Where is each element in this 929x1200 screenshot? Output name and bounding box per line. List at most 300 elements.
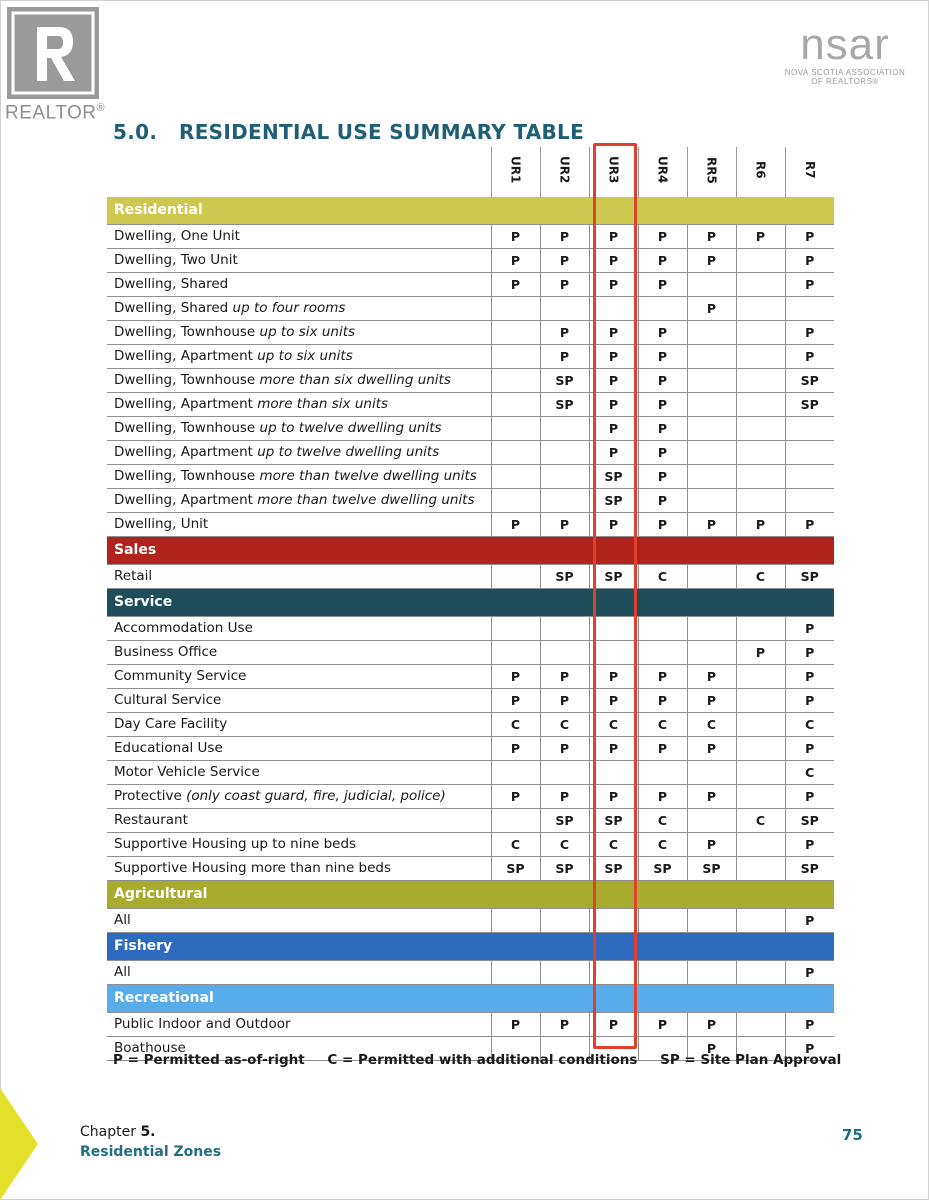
use-name-cell	[107, 393, 491, 417]
value-cell-ur3: P	[589, 689, 638, 713]
value-cell-rr5	[687, 489, 736, 513]
use-name: Cultural Service	[114, 692, 222, 708]
table-row	[107, 961, 834, 985]
use-name-cell	[107, 321, 491, 345]
zone-header-ur3	[589, 147, 638, 197]
value-cell-ur1	[491, 761, 540, 785]
use-name: Protective	[114, 788, 187, 804]
use-name-cell	[107, 737, 491, 761]
table-row	[107, 417, 834, 441]
value-cell-r6: C	[736, 809, 785, 833]
value-cell-ur2: P	[540, 249, 589, 273]
use-name: Supportive Housing up to nine beds	[114, 836, 357, 852]
value-cell-r7: SP	[785, 809, 834, 833]
value-cell-r7	[785, 417, 834, 441]
value-cell-ur3: P	[589, 369, 638, 393]
value-cell-r6	[736, 689, 785, 713]
value-cell-ur3	[589, 297, 638, 321]
value-cell-r6	[736, 393, 785, 417]
table-row	[107, 737, 834, 761]
table-row	[107, 641, 834, 665]
value-cell-r6	[736, 273, 785, 297]
value-cell-ur1: C	[491, 833, 540, 857]
use-name-cell	[107, 961, 491, 985]
value-cell-ur4: P	[638, 737, 687, 761]
use-qualifier: more than six units	[257, 396, 389, 412]
value-cell-ur2: SP	[540, 857, 589, 881]
value-cell-r6	[736, 665, 785, 689]
value-cell-ur1: P	[491, 513, 540, 537]
value-cell-ur3: C	[589, 833, 638, 857]
value-cell-ur1	[491, 489, 540, 513]
value-cell-r6	[736, 297, 785, 321]
use-name: All	[114, 964, 131, 980]
use-name-cell	[107, 369, 491, 393]
use-name: Dwelling, Townhouse	[114, 324, 260, 340]
category-label: Recreational	[107, 985, 834, 1013]
value-cell-ur3: P	[589, 321, 638, 345]
use-qualifier: more than six dwelling units	[259, 372, 451, 388]
table-body	[107, 197, 834, 1061]
page-number: 75	[842, 1126, 863, 1144]
use-name-cell	[107, 785, 491, 809]
value-cell-ur2: SP	[540, 369, 589, 393]
value-cell-rr5: P	[687, 225, 736, 249]
value-cell-ur2: P	[540, 689, 589, 713]
nsar-line-2: OF REALTORS®	[811, 77, 879, 86]
use-qualifier: up to four rooms	[232, 300, 346, 316]
use-name: Day Care Facility	[114, 716, 228, 732]
use-name-cell	[107, 465, 491, 489]
use-name-cell	[107, 345, 491, 369]
value-cell-ur1	[491, 641, 540, 665]
use-name-cell	[107, 617, 491, 641]
value-cell-rr5	[687, 273, 736, 297]
value-cell-rr5	[687, 961, 736, 985]
table-row	[107, 345, 834, 369]
table-row	[107, 369, 834, 393]
category-label: Residential	[107, 197, 834, 225]
value-cell-ur1: P	[491, 737, 540, 761]
value-cell-r7: P	[785, 345, 834, 369]
value-cell-ur1: C	[491, 713, 540, 737]
table-row	[107, 665, 834, 689]
value-cell-r6	[736, 465, 785, 489]
value-cell-ur1: P	[491, 665, 540, 689]
use-qualifier: up to six units	[259, 324, 356, 340]
value-cell-ur2: SP	[540, 565, 589, 589]
value-cell-rr5	[687, 465, 736, 489]
use-name-cell	[107, 857, 491, 881]
value-cell-ur2	[540, 961, 589, 985]
value-cell-r7: P	[785, 1037, 834, 1061]
legend-site-plan: SP = Site Plan Approval	[660, 1052, 842, 1068]
value-cell-r6	[736, 857, 785, 881]
use-name-cell	[107, 809, 491, 833]
category-label: Service	[107, 589, 834, 617]
value-cell-r6	[736, 909, 785, 933]
category-row-sales	[107, 537, 834, 565]
use-name: Dwelling, Townhouse	[114, 420, 260, 436]
use-qualifier: up to twelve dwelling units	[257, 444, 440, 460]
value-cell-r6	[736, 441, 785, 465]
value-cell-ur4: P	[638, 489, 687, 513]
value-cell-ur2: P	[540, 321, 589, 345]
table-row	[107, 393, 834, 417]
value-cell-r7: P	[785, 909, 834, 933]
value-cell-ur1	[491, 369, 540, 393]
zone-label: UR1	[508, 156, 523, 184]
value-cell-r6: C	[736, 565, 785, 589]
value-cell-rr5: P	[687, 1037, 736, 1061]
value-cell-ur4: P	[638, 689, 687, 713]
value-cell-ur2	[540, 909, 589, 933]
table-row	[107, 489, 834, 513]
category-label: Fishery	[107, 933, 834, 961]
value-cell-ur3: P	[589, 249, 638, 273]
value-cell-r6	[736, 1013, 785, 1037]
nsar-logo	[775, 22, 915, 92]
use-name: All	[114, 912, 131, 928]
use-name: Dwelling, Apartment	[114, 492, 258, 508]
value-cell-ur1	[491, 465, 540, 489]
value-cell-ur4: P	[638, 665, 687, 689]
use-name-cell	[107, 761, 491, 785]
residential-use-summary-table	[107, 147, 834, 1061]
value-cell-ur1: SP	[491, 857, 540, 881]
value-cell-ur2	[540, 641, 589, 665]
use-name-cell	[107, 1013, 491, 1037]
use-qualifier: more than twelve dwelling units	[257, 492, 475, 508]
use-name: Dwelling, Two Unit	[114, 252, 238, 268]
use-name: Dwelling, Apartment	[114, 348, 258, 364]
value-cell-rr5: P	[687, 737, 736, 761]
use-qualifier: up to twelve dwelling units	[259, 420, 442, 436]
value-cell-ur4: P	[638, 345, 687, 369]
value-cell-ur2	[540, 617, 589, 641]
use-qualifier: up to six units	[257, 348, 353, 364]
value-cell-r6	[736, 417, 785, 441]
use-name-cell	[107, 225, 491, 249]
value-cell-ur3	[589, 961, 638, 985]
value-cell-rr5: P	[687, 689, 736, 713]
use-name-cell	[107, 641, 491, 665]
value-cell-rr5: SP	[687, 857, 736, 881]
value-cell-ur3: P	[589, 737, 638, 761]
value-cell-r7: SP	[785, 369, 834, 393]
use-name-cell	[107, 489, 491, 513]
use-name: Dwelling, Apartment	[114, 396, 258, 412]
table-row	[107, 225, 834, 249]
value-cell-rr5: P	[687, 513, 736, 537]
value-cell-r6	[736, 489, 785, 513]
value-cell-ur2: P	[540, 665, 589, 689]
value-cell-ur2: P	[540, 1013, 589, 1037]
category-row-fishery	[107, 933, 834, 961]
header-blank-cell	[107, 147, 491, 197]
value-cell-ur3: SP	[589, 857, 638, 881]
value-cell-rr5	[687, 641, 736, 665]
value-cell-ur4: P	[638, 225, 687, 249]
value-cell-ur1	[491, 961, 540, 985]
value-cell-ur2: P	[540, 513, 589, 537]
value-cell-r7: P	[785, 321, 834, 345]
use-name: Dwelling, One Unit	[114, 228, 240, 244]
legend	[113, 1052, 859, 1068]
value-cell-ur1	[491, 297, 540, 321]
use-qualifier: (only coast guard, fire, judicial, police)	[186, 788, 446, 804]
zone-label: R6	[753, 161, 768, 179]
footer-section-title: Residential Zones	[80, 1144, 222, 1160]
value-cell-ur4	[638, 641, 687, 665]
table-row	[107, 857, 834, 881]
value-cell-r6	[736, 321, 785, 345]
use-name-cell	[107, 273, 491, 297]
value-cell-ur3: P	[589, 393, 638, 417]
value-cell-ur4: C	[638, 565, 687, 589]
value-cell-r7: P	[785, 513, 834, 537]
value-cell-ur3: SP	[589, 489, 638, 513]
value-cell-r6	[736, 833, 785, 857]
value-cell-ur3	[589, 909, 638, 933]
value-cell-ur4: P	[638, 441, 687, 465]
value-cell-rr5: P	[687, 833, 736, 857]
value-cell-rr5	[687, 909, 736, 933]
value-cell-r6	[736, 713, 785, 737]
table-row	[107, 441, 834, 465]
value-cell-r6: P	[736, 513, 785, 537]
value-cell-ur2: P	[540, 225, 589, 249]
use-name: Dwelling, Apartment	[114, 444, 258, 460]
value-cell-ur3: P	[589, 345, 638, 369]
zone-label: UR3	[606, 156, 621, 184]
value-cell-ur2	[540, 441, 589, 465]
value-cell-ur2: C	[540, 713, 589, 737]
value-cell-r7: SP	[785, 565, 834, 589]
value-cell-r7: P	[785, 689, 834, 713]
value-cell-ur1	[491, 417, 540, 441]
value-cell-r6	[736, 961, 785, 985]
value-cell-r6: P	[736, 225, 785, 249]
value-cell-ur4: P	[638, 369, 687, 393]
value-cell-ur1	[491, 321, 540, 345]
value-cell-r7: P	[785, 665, 834, 689]
value-cell-ur3: P	[589, 665, 638, 689]
value-cell-r6: P	[736, 641, 785, 665]
value-cell-ur3: P	[589, 1013, 638, 1037]
value-cell-ur4: P	[638, 273, 687, 297]
use-name: Boathouse	[114, 1040, 186, 1056]
use-name: Dwelling, Shared	[114, 276, 229, 292]
value-cell-ur1	[491, 565, 540, 589]
use-name: Dwelling, Townhouse	[114, 372, 260, 388]
table-row	[107, 785, 834, 809]
value-cell-ur4: P	[638, 417, 687, 441]
chapter-tab-decoration	[0, 1088, 38, 1200]
value-cell-ur3: P	[589, 513, 638, 537]
use-name: Dwelling, Shared	[114, 300, 233, 316]
realtor-r-icon	[7, 7, 99, 99]
value-cell-ur2	[540, 465, 589, 489]
value-cell-ur1: P	[491, 1013, 540, 1037]
use-name: Motor Vehicle Service	[114, 764, 260, 780]
use-name: Dwelling, Townhouse	[114, 468, 260, 484]
use-name: Restaurant	[114, 812, 188, 828]
category-row-residential	[107, 197, 834, 225]
value-cell-ur1: P	[491, 689, 540, 713]
value-cell-r7	[785, 489, 834, 513]
table-row	[107, 713, 834, 737]
value-cell-ur1: P	[491, 249, 540, 273]
table-row	[107, 809, 834, 833]
value-cell-ur4	[638, 961, 687, 985]
value-cell-ur4: C	[638, 833, 687, 857]
value-cell-ur1	[491, 909, 540, 933]
zone-header-rr5	[687, 147, 736, 197]
zone-label: UR2	[557, 156, 572, 184]
use-name: Educational Use	[114, 740, 223, 756]
value-cell-ur2	[540, 297, 589, 321]
zone-header-r7	[785, 147, 834, 197]
table-row	[107, 761, 834, 785]
value-cell-ur2: P	[540, 737, 589, 761]
value-cell-ur3: SP	[589, 809, 638, 833]
value-cell-r6	[736, 249, 785, 273]
value-cell-ur4	[638, 909, 687, 933]
category-row-service	[107, 589, 834, 617]
value-cell-rr5	[687, 565, 736, 589]
value-cell-ur2: P	[540, 785, 589, 809]
value-cell-ur4: P	[638, 465, 687, 489]
value-cell-ur2: P	[540, 345, 589, 369]
zone-header-r6	[736, 147, 785, 197]
use-name-cell	[107, 249, 491, 273]
value-cell-ur1	[491, 441, 540, 465]
value-cell-rr5	[687, 441, 736, 465]
use-name-cell	[107, 689, 491, 713]
value-cell-ur4: C	[638, 713, 687, 737]
use-name: Business Office	[114, 644, 218, 660]
value-cell-rr5: P	[687, 665, 736, 689]
value-cell-ur1	[491, 617, 540, 641]
realtor-logo	[7, 7, 99, 99]
value-cell-rr5: P	[687, 1013, 736, 1037]
value-cell-ur4	[638, 761, 687, 785]
table-row	[107, 909, 834, 933]
value-cell-ur3: SP	[589, 465, 638, 489]
use-name-cell	[107, 441, 491, 465]
value-cell-rr5	[687, 345, 736, 369]
value-cell-ur4: P	[638, 1013, 687, 1037]
value-cell-ur1	[491, 393, 540, 417]
category-row-recreational	[107, 985, 834, 1013]
table-row	[107, 617, 834, 641]
table-row	[107, 249, 834, 273]
value-cell-rr5	[687, 369, 736, 393]
zone-header-ur4	[638, 147, 687, 197]
use-name-cell	[107, 665, 491, 689]
use-name: Supportive Housing more than nine beds	[114, 860, 392, 876]
value-cell-r6	[736, 737, 785, 761]
value-cell-ur2	[540, 761, 589, 785]
value-cell-r7	[785, 465, 834, 489]
footer-chapter: Chapter 5.	[80, 1124, 156, 1140]
value-cell-ur2	[540, 489, 589, 513]
value-cell-r7	[785, 297, 834, 321]
use-name-cell	[107, 713, 491, 737]
value-cell-r7: P	[785, 737, 834, 761]
value-cell-r7: P	[785, 833, 834, 857]
value-cell-r6	[736, 761, 785, 785]
use-name: Community Service	[114, 668, 247, 684]
value-cell-rr5	[687, 809, 736, 833]
value-cell-ur1	[491, 809, 540, 833]
value-cell-rr5	[687, 321, 736, 345]
use-name-cell	[107, 297, 491, 321]
category-label: Agricultural	[107, 881, 834, 909]
value-cell-ur4: P	[638, 321, 687, 345]
value-cell-ur1: P	[491, 785, 540, 809]
value-cell-ur4: P	[638, 393, 687, 417]
value-cell-ur3: P	[589, 785, 638, 809]
zone-header-ur1	[491, 147, 540, 197]
nsar-line-1: NOVA SCOTIA ASSOCIATION	[784, 68, 906, 77]
use-name-cell	[107, 513, 491, 537]
value-cell-rr5: P	[687, 785, 736, 809]
value-cell-ur3	[589, 641, 638, 665]
table-row	[107, 465, 834, 489]
use-name: Accommodation Use	[114, 620, 253, 636]
table-row	[107, 297, 834, 321]
value-cell-ur3: P	[589, 273, 638, 297]
value-cell-rr5: C	[687, 713, 736, 737]
value-cell-ur3	[589, 617, 638, 641]
value-cell-ur3: P	[589, 225, 638, 249]
value-cell-ur4: C	[638, 809, 687, 833]
value-cell-r7: P	[785, 225, 834, 249]
use-name-cell	[107, 833, 491, 857]
table-row	[107, 321, 834, 345]
value-cell-rr5: P	[687, 249, 736, 273]
use-name-cell	[107, 565, 491, 589]
legend-permitted: P = Permitted as-of-right	[113, 1052, 305, 1068]
value-cell-r7: SP	[785, 857, 834, 881]
value-cell-ur2	[540, 417, 589, 441]
value-cell-ur4: P	[638, 249, 687, 273]
value-cell-r6	[736, 369, 785, 393]
value-cell-r7: P	[785, 617, 834, 641]
table-row	[107, 689, 834, 713]
value-cell-rr5	[687, 393, 736, 417]
value-cell-ur4	[638, 297, 687, 321]
value-cell-r6	[736, 345, 785, 369]
value-cell-r6	[736, 617, 785, 641]
value-cell-r7: P	[785, 249, 834, 273]
use-name: Public Indoor and Outdoor	[114, 1016, 291, 1032]
value-cell-rr5	[687, 617, 736, 641]
value-cell-ur4	[638, 617, 687, 641]
use-name: Retail	[114, 568, 153, 584]
zone-label: RR5	[704, 156, 719, 184]
value-cell-ur4: P	[638, 785, 687, 809]
value-cell-r7: SP	[785, 393, 834, 417]
value-cell-ur1: P	[491, 225, 540, 249]
value-cell-ur2: P	[540, 273, 589, 297]
value-cell-r7	[785, 441, 834, 465]
value-cell-rr5: P	[687, 297, 736, 321]
value-cell-r7: P	[785, 785, 834, 809]
value-cell-r7: C	[785, 761, 834, 785]
